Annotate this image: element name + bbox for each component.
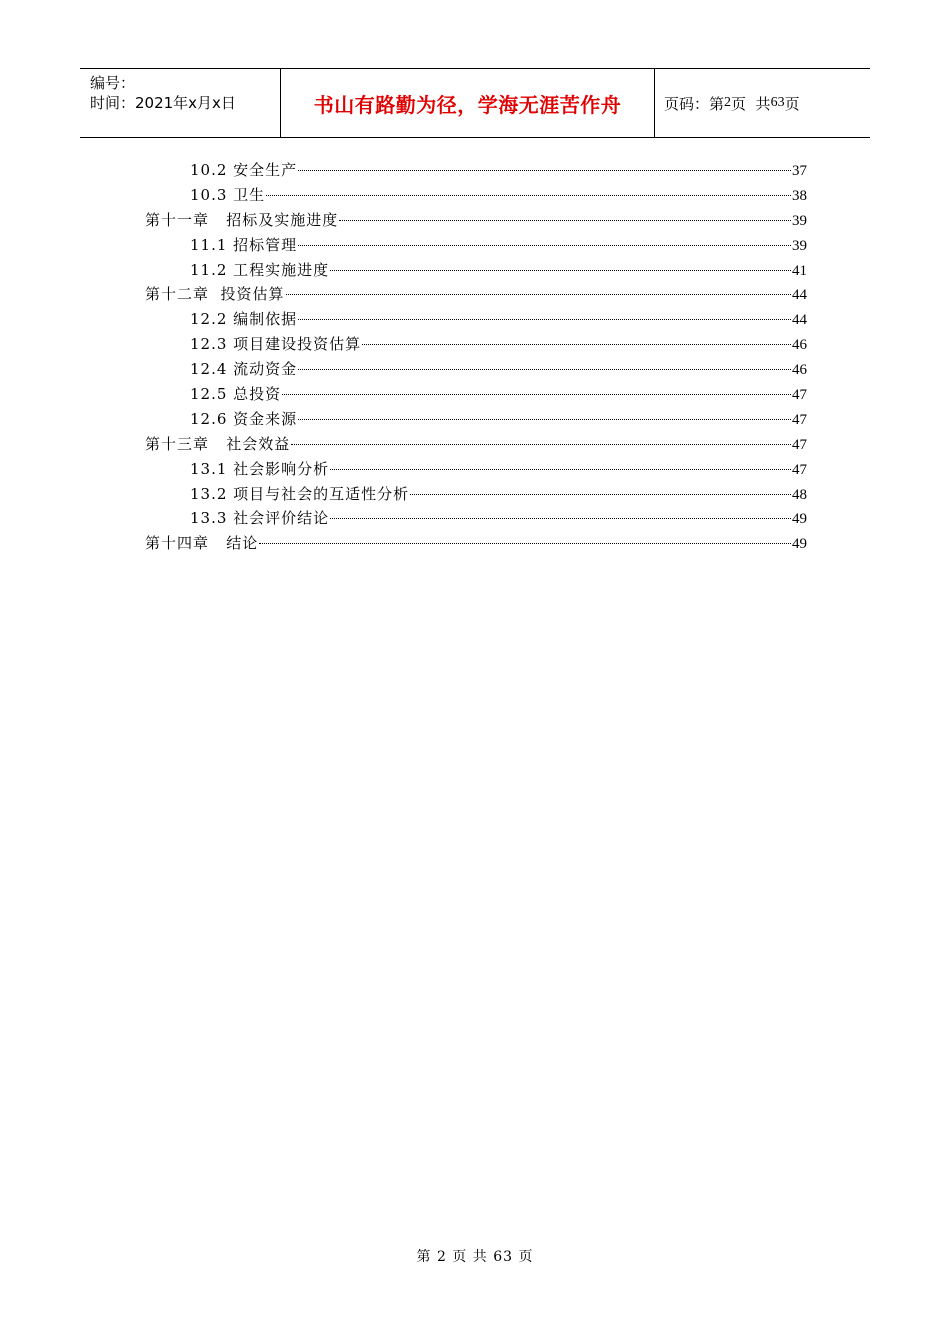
toc-dot-leader: [362, 344, 791, 345]
toc-dot-leader: [330, 469, 791, 470]
toc-entry-title: 第十一章 招标及实施进度: [145, 210, 339, 229]
toc-entry-title: 12.2 编制依据: [190, 310, 298, 329]
header-motto: 书山有路勤为径，学海无涯苦作舟: [281, 69, 655, 137]
toc-entry[interactable]: [145, 258, 807, 283]
toc-entry-title: 10.2 安全生产: [190, 161, 298, 179]
toc-entry[interactable]: [145, 506, 807, 531]
page-suffix: 页: [784, 94, 800, 113]
toc-entry-page: 47: [792, 387, 807, 404]
toc-entry-title: 第十二章 投资估算: [145, 285, 285, 304]
toc-entry-title: 13.1 社会影响分析: [190, 459, 330, 478]
toc-entry-page: 47: [792, 436, 807, 453]
toc-entry-title: 11.2 工程实施进度: [190, 260, 330, 279]
toc-entry-page: 46: [792, 362, 807, 379]
toc-entry[interactable]: [145, 183, 807, 208]
toc-entry-title: 12.5 总投资: [190, 385, 282, 404]
toc-entry-page: 37: [792, 163, 807, 179]
toc-entry-page: 49: [792, 536, 807, 553]
page-mid: 页 共: [731, 94, 771, 113]
document-date: 时间：2021年x月x日: [90, 94, 236, 112]
toc-entry-page: 44: [792, 287, 807, 304]
page-header: [80, 68, 870, 138]
toc-entry-page: 46: [792, 337, 807, 354]
toc-dot-leader: [291, 444, 791, 445]
toc-entry-page: 47: [792, 461, 807, 478]
toc-entry[interactable]: [145, 382, 807, 407]
toc-entry-title: 12.6 资金来源: [190, 409, 298, 428]
toc-entry-title: 10.3 卫生: [190, 185, 266, 204]
toc-entry-page: 38: [792, 187, 807, 204]
toc-entry[interactable]: [145, 357, 807, 382]
page-total: 63: [770, 95, 785, 110]
header-meta: [80, 69, 281, 137]
page-current: 2: [724, 95, 732, 110]
toc-entry[interactable]: [145, 407, 807, 432]
toc-dot-leader: [286, 294, 791, 295]
toc-entry-title: 第十四章 结论: [145, 534, 259, 553]
toc-dot-leader: [410, 494, 791, 495]
toc-dot-leader: [298, 319, 791, 320]
toc-entry[interactable]: [145, 482, 807, 507]
table-of-contents: [145, 158, 807, 556]
toc-entry-page: 39: [792, 237, 807, 254]
toc-dot-leader: [330, 270, 791, 271]
toc-dot-leader: [259, 543, 791, 544]
toc-entry[interactable]: [145, 208, 807, 233]
toc-entry[interactable]: [145, 457, 807, 482]
toc-entry-title: 12.4 流动资金: [190, 360, 298, 379]
toc-dot-leader: [298, 419, 791, 420]
toc-entry-title: 13.3 社会评价结论: [190, 509, 330, 528]
page-prefix: 页码：第: [664, 94, 725, 113]
toc-entry-page: 47: [792, 411, 807, 428]
toc-entry-title: 13.2 项目与社会的互适性分析: [190, 484, 410, 503]
toc-dot-leader: [298, 369, 791, 370]
toc-dot-leader: [298, 170, 791, 171]
header-page-number: [655, 69, 870, 137]
toc-entry[interactable]: [145, 233, 807, 258]
toc-entry-title: 第十三章 社会效益: [145, 434, 291, 453]
toc-entry-page: 44: [792, 312, 807, 329]
toc-entry-page: 48: [792, 486, 807, 503]
toc-dot-leader: [298, 245, 791, 246]
toc-entry[interactable]: [145, 282, 807, 307]
toc-entry[interactable]: [145, 158, 807, 183]
toc-entry-page: 39: [792, 212, 807, 229]
toc-entry-page: 41: [792, 262, 807, 279]
toc-entry-title: 12.3 项目建设投资估算: [190, 335, 362, 354]
toc-entry-title: 11.1 招标管理: [190, 235, 298, 254]
document-number-label: 编号：: [90, 74, 136, 92]
page-footer: 第 2 页 共 63 页: [416, 1249, 534, 1265]
toc-dot-leader: [282, 394, 791, 395]
toc-dot-leader: [330, 518, 791, 519]
toc-dot-leader: [339, 220, 791, 221]
toc-entry-page: 49: [792, 511, 807, 528]
toc-entry[interactable]: [145, 307, 807, 332]
toc-entry[interactable]: [145, 432, 807, 457]
toc-dot-leader: [266, 195, 791, 196]
toc-entry[interactable]: [145, 332, 807, 357]
toc-entry[interactable]: [145, 531, 807, 556]
